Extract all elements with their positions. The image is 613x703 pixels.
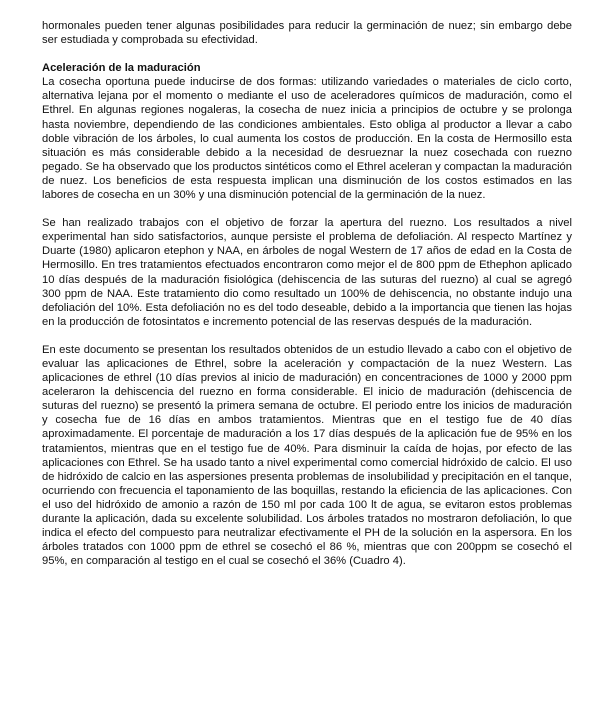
section-paragraph-2: Se han realizado trabajos con el objetivo de forzar la apertura del ruezno. Los resultados a nivel experimental han sido satisfactorios, aunque persiste el problema de defoliación. Al respecto Martínez y Duarte (1980) aplicaron etephon y NAA, en árboles de nogal Western de 17 años de edad en la Costa de Hermosillo. En tres tratamientos efectuados encontraron como mejor el de 800 ppm de Ethephon aplicado 10 días después de la maduración fisiológica (dehiscencia de las suturas del ruezno) al cual se agregó 300 ppm de NAA. Este tratamiento dio como resultado un 100% de dehiscencia, no obstante indujo una defoliación del 10%. Esta defoliación no es del todo deseable, debido a la importancia que tienen las hojas en la producción de fotosintatos e incremento potencial de las reservas después de la maduración. — [42, 217, 572, 328]
section-heading: Aceleración de la maduración — [42, 62, 201, 75]
intro-paragraph: hormonales pueden tener algunas posibilidades para reducir la germinación de nuez; sin embargo debe ser estudiada y comprobada su efectividad. — [42, 20, 572, 47]
maturation-section — [42, 61, 572, 568]
section-paragraph-1: La cosecha oportuna puede inducirse de dos formas: utilizando variedades o materiales de ciclo corto, alternativa lejana por el momento o mediante el uso de aceleradores químicos de maduración, como el Ethrel. En algunas regiones nogaleras, la cosecha de nuez inicia a principios de octubre y se prolonga hasta noviembre, dependiendo de las condiciones ambientales. Esto obliga al productor a llevar a cabo doble vibración de los árboles, lo cual aumenta los costos de producción. En la costa de Hermosillo esta situación es más considerable debido a la necesidad de desrueznar la nuez cosechada con ruezno pegado. Se ha observado que los productos sintéticos como el Ethrel aceleran y compactan la maduración de nuez. Los beneficios de esta respuesta implican una disminución de los costos estimados en las labores de cosecha en un 30% y una disminución potencial de la germinación de la nuez. — [42, 76, 572, 202]
section-paragraph-3: En este documento se presentan los resultados obtenidos de un estudio llevado a cabo con el objetivo de evaluar las aplicaciones de Ethrel, sobre la aceleración y compactación de la nuez Western. Las aplicaciones de ethrel (10 días previos al inicio de maduración) en concentraciones de 1000 y 2000 ppm aceleraron la dehiscencia del ruezno en forma considerable. El inicio de maduración (dehiscencia de suturas del ruezno) se presentó la primera semana de octubre. El periodo entre los inicios de maduración y cosecha fue de 16 días en ambos tratamientos. Mientras que en el testigo fue de 40 días aproximadamente. El porcentaje de maduración a los 17 días después de la aplicación fue de 95% en los tratamientos, mientras que en el testigo fue de 40%. Para disminuir la caída de hojas, por efecto de las aplicaciones con Ethrel. Se ha usado tanto a nivel experimental como comercial hidróxido de calcio. El uso de hidróxido de calcio en las aspersiones presenta problemas de insolubilidad y precipitación en el tanque, ocurriendo con frecuencia el taponamiento de las boquillas, restando la eficiencia de las aplicaciones. Con el uso del hidróxido de amonio a razón de 150 ml por cada 100 lt de agua, se evitaron estos problemas durante la aplicación, dada su excelente solubilidad. Los árboles tratados no mostraron defoliación, lo que indica el efecto del compuesto para neutralizar efectivamente el PH de la solución en la aspersora. En los árboles tratados con 1000 ppm de ethrel se cosechó el 86 %, mientras que con 200ppm se cosechó el 95%, en comparación al testigo en el cual se cosechó el 36% (Cuadro 4). — [42, 343, 572, 568]
document-page — [42, 19, 572, 582]
